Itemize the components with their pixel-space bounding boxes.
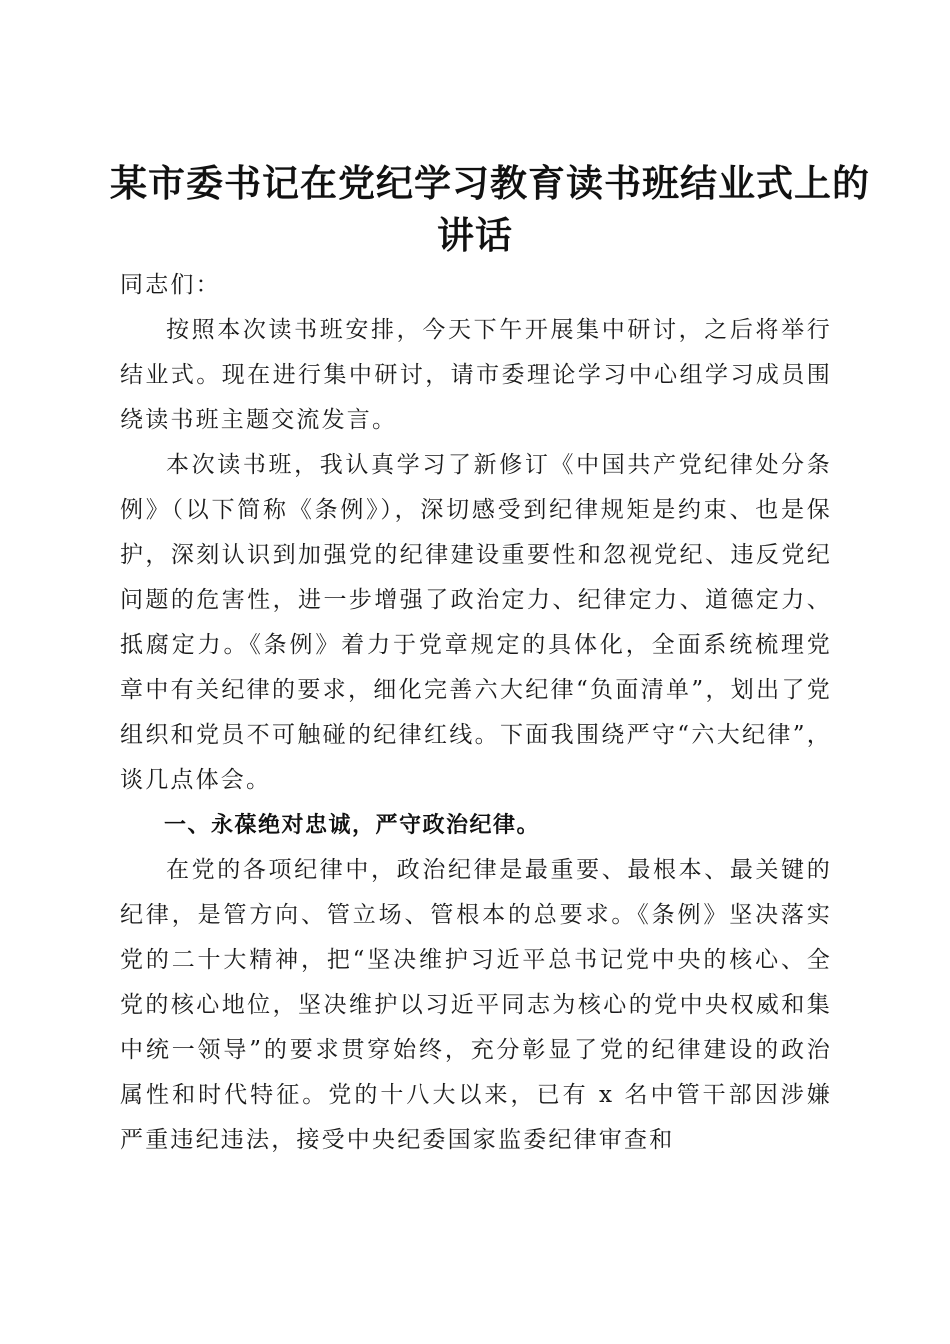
title-line-2: 讲话 xyxy=(437,212,513,257)
paragraph-reflection: 本次读书班，我认真学习了新修订《中国共产党纪律处分条例》（以下简称《条例》），深切感受到纪律规矩是约束、也是保护，深刻认识到加强党的纪律建设重要性和忽视党纪、违反党纪问题的危害性，进一步增强了政治定力、纪律定力、道德定力、抵腐定力。《条例》着力于党章规定的具体化，全面系统梳理党章中有关纪律的要求，细化完善六大纪律“负面清单”，划出了党组织和党员不可触碰的纪律红线。下面我围绕严守“六大纪律”，谈几点体会。 xyxy=(120,452,832,793)
section-heading: 一、永葆绝对忠诚，严守政治纪律。 xyxy=(164,813,541,838)
paragraph-arrangement: 按照本次读书班安排，今天下午开展集中研讨，之后将举行结业式。现在进行集中研讨，请市委理论学习中心组学习成员围绕读书班主题交流发言。 xyxy=(120,317,832,433)
salutation: 同志们： xyxy=(120,272,221,298)
document-title xyxy=(110,157,870,261)
paragraph-political-discipline: 在党的各项纪律中，政治纪律是最重要、最根本、最关键的纪律，是管方向、管立场、管根本的总要求。《条例》坚决落实党的二十大精神，把“坚决维护习近平总书记党中央的核心、全党的核心地位，坚决维护以习近平同志为核心的党中央权威和集中统一领导”的要求贯穿始终，充分彰显了党的纪律建设的政治属性和时代特征。党的十八大以来，已有 x 名中管干部因涉嫌严重违纪违法，接受中央纪委国家监委纪律审查和 xyxy=(120,857,832,1153)
document-body xyxy=(120,263,832,1163)
title-line-1: 某市委书记在党纪学习教育读书班结业式上的 xyxy=(110,160,870,205)
